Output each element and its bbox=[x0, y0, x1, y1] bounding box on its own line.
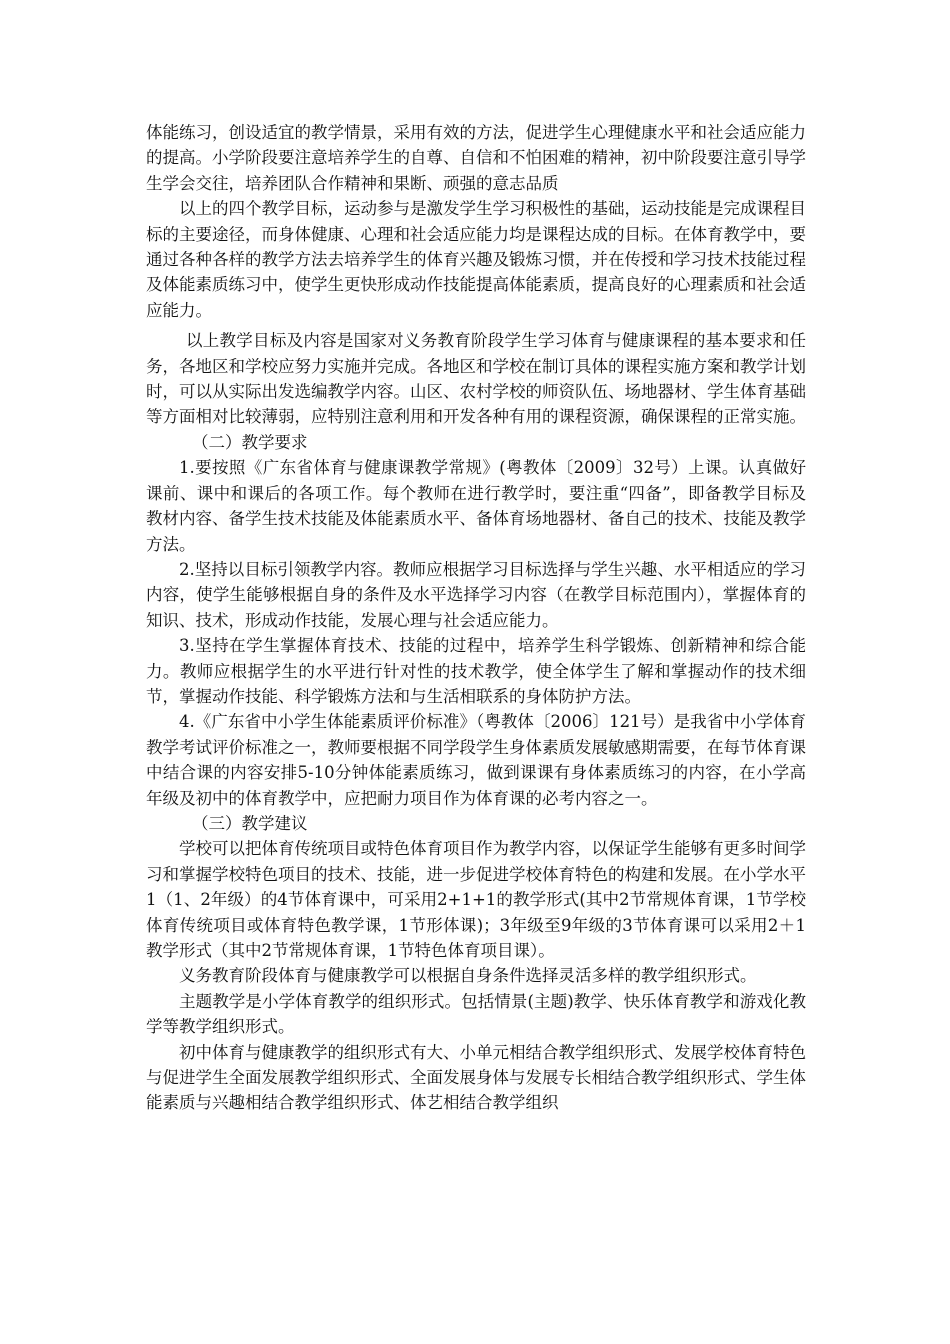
paragraph-intro: 体能练习，创设适宜的教学情景，采用有效的方法，促进学生心理健康水平和社会适应能力的提高。小学阶段要注意培养学生的自尊、自信和不怕困难的精神，初中阶段要注意引导学生学会交往，培养团队合作精神和果断、顽强的意志品质 bbox=[146, 123, 806, 193]
paragraph-requirement-4: 4.《广东省中小学生体能素质评价标准》（粤教体〔2006〕121号）是我省中小学体育教学考试评价标准之一，教师要根据不同学段学生身体素质发展敏感期需要，在每节体育课中结合课的内容安排5-10分钟体能素质练习，做到课课有身体素质练习的内容，在小学高年级及初中的体育教学中，应把耐力项目作为体育课的必考内容之一。 bbox=[146, 712, 806, 808]
paragraph-suggestion-junior-forms: 初中体育与健康教学的组织形式有大、小单元相结合教学组织形式、发展学校体育特色与促进学生全面发展教学组织形式、全面发展身体与发展专长相结合教学组织形式、学生体能素质与兴趣相结合教学组织形式、体艺相结合教学组织 bbox=[146, 1042, 806, 1113]
paragraph-suggestion-theme-teaching: 主题教学是小学体育教学的组织形式。包括情景(主题)教学、快乐体育教学和游戏化教学等教学组织形式。 bbox=[146, 991, 806, 1037]
paragraph-requirement-2: 2.坚持以目标引领教学内容。教师应根据学习目标选择与学生兴趣、水平相适应的学习内容，使学生能够根据自身的条件及水平选择学习内容（在教学目标范围内），掌握体育的知识、技术，形成动作技能，发展心理与社会适应能力。 bbox=[146, 559, 806, 630]
paragraph-national-requirements: 以上教学目标及内容是国家对义务教育阶段学生学习体育与健康课程的基本要求和任务，各地区和学校应努力实施并完成。各地区和学校在制订具体的课程实施方案和教学计划时，可以从实际出发选编教学内容。山区、农村学校的师资队伍、场地器材、学生体育基础等方面相对比较薄弱，应特别注意利用和开发各种有用的课程资源，确保课程的正常实施。 bbox=[146, 331, 806, 427]
document-page bbox=[146, 120, 806, 1116]
paragraph-suggestion-flexible-forms: 义务教育阶段体育与健康教学可以根据自身条件选择灵活多样的教学组织形式。 bbox=[179, 966, 757, 986]
paragraph-suggestion-school-features: 学校可以把体育传统项目或特色体育项目作为教学内容，以保证学生能够有更多时间学习和掌握学校特色项目的技术、技能，进一步促进学校体育特色的构建和发展。在小学水平1（1、2年级）的4节体育课中，可采用2+1+1的教学形式(其中2节常规体育课，1节学校体育传统项目或体育特色教学课，1节形体课)；3年级至9年级的3节体育课可以采用2＋1教学形式（其中2节常规体育课，1节特色体育项目课）。 bbox=[146, 839, 806, 960]
section-heading-teaching-requirements: （二）教学要求 bbox=[192, 432, 308, 452]
paragraph-requirement-1: 1.要按照《广东省体育与健康课教学常规》(粤教体〔2009〕32号）上课。认真做好课前、课中和课后的各项工作。每个教师在进行教学时，要注重“四备”，即备教学目标及教材内容、备学生技术技能及体能素质水平、备体育场地器材、备自己的技术、技能及教学方法。 bbox=[146, 458, 806, 554]
paragraph-four-goals: 以上的四个教学目标，运动参与是激发学生学习积极性的基础，运动技能是完成课程目标的主要途径，而身体健康、心理和社会适应能力均是课程达成的目标。在体育教学中，要通过各种各样的教学方法去培养学生的体育兴趣及锻炼习惯，并在传授和学习技术技能过程及体能素质练习中，使学生更快形成动作技能提高体能素质，提高良好的心理素质和社会适应能力。 bbox=[146, 199, 806, 320]
section-heading-teaching-suggestions: （三）教学建议 bbox=[192, 813, 308, 833]
paragraph-requirement-3: 3.坚持在学生掌握体育技术、技能的过程中，培养学生科学锻炼、创新精神和综合能力。教师应根据学生的水平进行针对性的技术教学，使全体学生了解和掌握动作的技术细节，掌握动作技能、科学锻炼方法和与生活相联系的身体防护方法。 bbox=[146, 636, 806, 706]
